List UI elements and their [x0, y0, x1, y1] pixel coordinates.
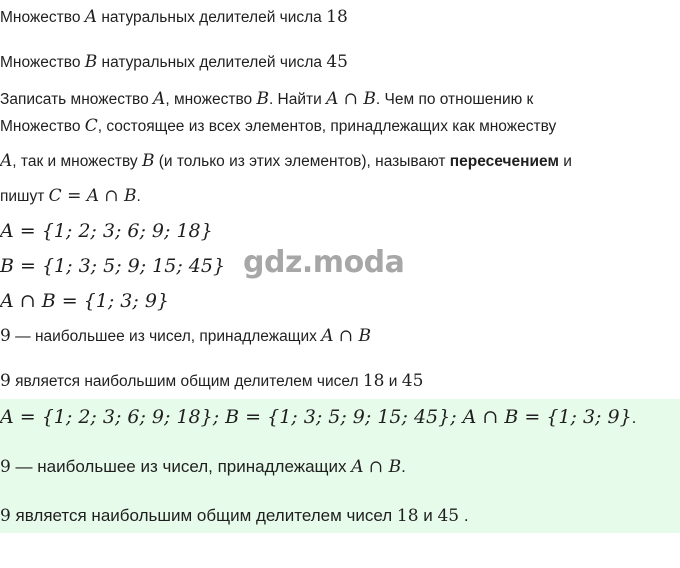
number-span: 45	[326, 52, 348, 72]
text-span: и	[384, 373, 402, 390]
statement-line-6	[0, 186, 141, 207]
statement-line-1	[0, 7, 348, 28]
number-span: 9	[0, 326, 11, 346]
number-span: 9	[0, 371, 11, 391]
math-span: A ∩ B	[351, 457, 402, 477]
statement-line-4	[0, 116, 556, 137]
math-span: A ∩ B	[326, 89, 376, 109]
text-span: и	[558, 153, 572, 170]
text-span: натуральных делителей числа	[97, 9, 327, 26]
max-element-line	[0, 326, 371, 347]
number-span: 45	[437, 506, 460, 526]
text-span: пишут	[0, 188, 49, 205]
text-span: Множество	[0, 54, 85, 71]
text-span: является наибольшим общим делителем чисел	[10, 373, 363, 390]
text-span: .	[136, 188, 141, 205]
text-span: — наибольшее из чисел, принадлежащих	[10, 457, 352, 476]
statement-line-2	[0, 52, 348, 73]
math-span: B = {1; 3; 5; 9; 15; 45}	[0, 255, 226, 277]
number-span: 18	[362, 371, 385, 391]
math-span: A ∩ B = {1; 3; 9}	[0, 290, 170, 312]
answer-max-line	[0, 457, 406, 477]
text-span: Множество	[0, 9, 85, 26]
text-span: .	[631, 408, 637, 427]
text-span: — наибольшее из чисел, принадлежащих	[10, 328, 322, 345]
number-span: 18	[396, 506, 419, 526]
number-span: 9	[0, 457, 11, 477]
math-span: B	[141, 151, 155, 171]
text-span: натуральных делителей числа	[97, 54, 327, 71]
text-span: и	[418, 506, 438, 525]
math-span: A = {1; 2; 3; 6; 9; 18}	[0, 220, 213, 242]
answer-gcd-line	[0, 506, 469, 526]
number-span: 9	[0, 506, 11, 526]
number-span: 18	[326, 7, 348, 27]
statement-line-3	[0, 89, 533, 110]
text-span: .	[401, 457, 406, 476]
set-a-line	[0, 221, 213, 243]
math-span: C = A ∩ B	[48, 186, 137, 206]
math-span: B	[256, 89, 269, 109]
text-span: , так и множеству	[12, 153, 142, 170]
math-span: A	[84, 7, 98, 27]
text-span: .	[459, 506, 469, 525]
gcd-line	[0, 371, 423, 392]
math-span: A = {1; 2; 3; 6; 9; 18}; B = {1; 3; 5; 9; 15; 45}; A ∩ B = {1; 3; 9}	[0, 406, 632, 428]
math-span: A	[0, 151, 13, 171]
math-span: A ∩ B	[321, 326, 372, 346]
math-span: A	[153, 89, 166, 109]
text-span: . Найти	[268, 91, 327, 108]
statement-line-5	[0, 151, 572, 172]
text-span: является наибольшим общим делителем чисел	[10, 506, 397, 525]
text-span: (и только из этих элементов), называют	[154, 153, 450, 170]
math-span: C	[84, 116, 98, 136]
intersection-line	[0, 291, 169, 313]
text-span: Множество	[0, 118, 85, 135]
set-b-line	[0, 256, 225, 278]
bold-term: пересечением	[449, 153, 559, 170]
number-span: 45	[401, 371, 424, 391]
answer-block	[0, 399, 680, 533]
answer-sets-line	[0, 407, 636, 428]
text-span: . Чем по отношению к	[375, 91, 534, 108]
watermark-logo: gdz.moda	[243, 245, 405, 280]
text-span: Записать множество	[0, 91, 154, 108]
math-span: B	[84, 52, 98, 72]
text-span: , множество	[165, 91, 257, 108]
text-span: , состоящее из всех элементов, принадлежащих как множеству	[97, 118, 557, 135]
